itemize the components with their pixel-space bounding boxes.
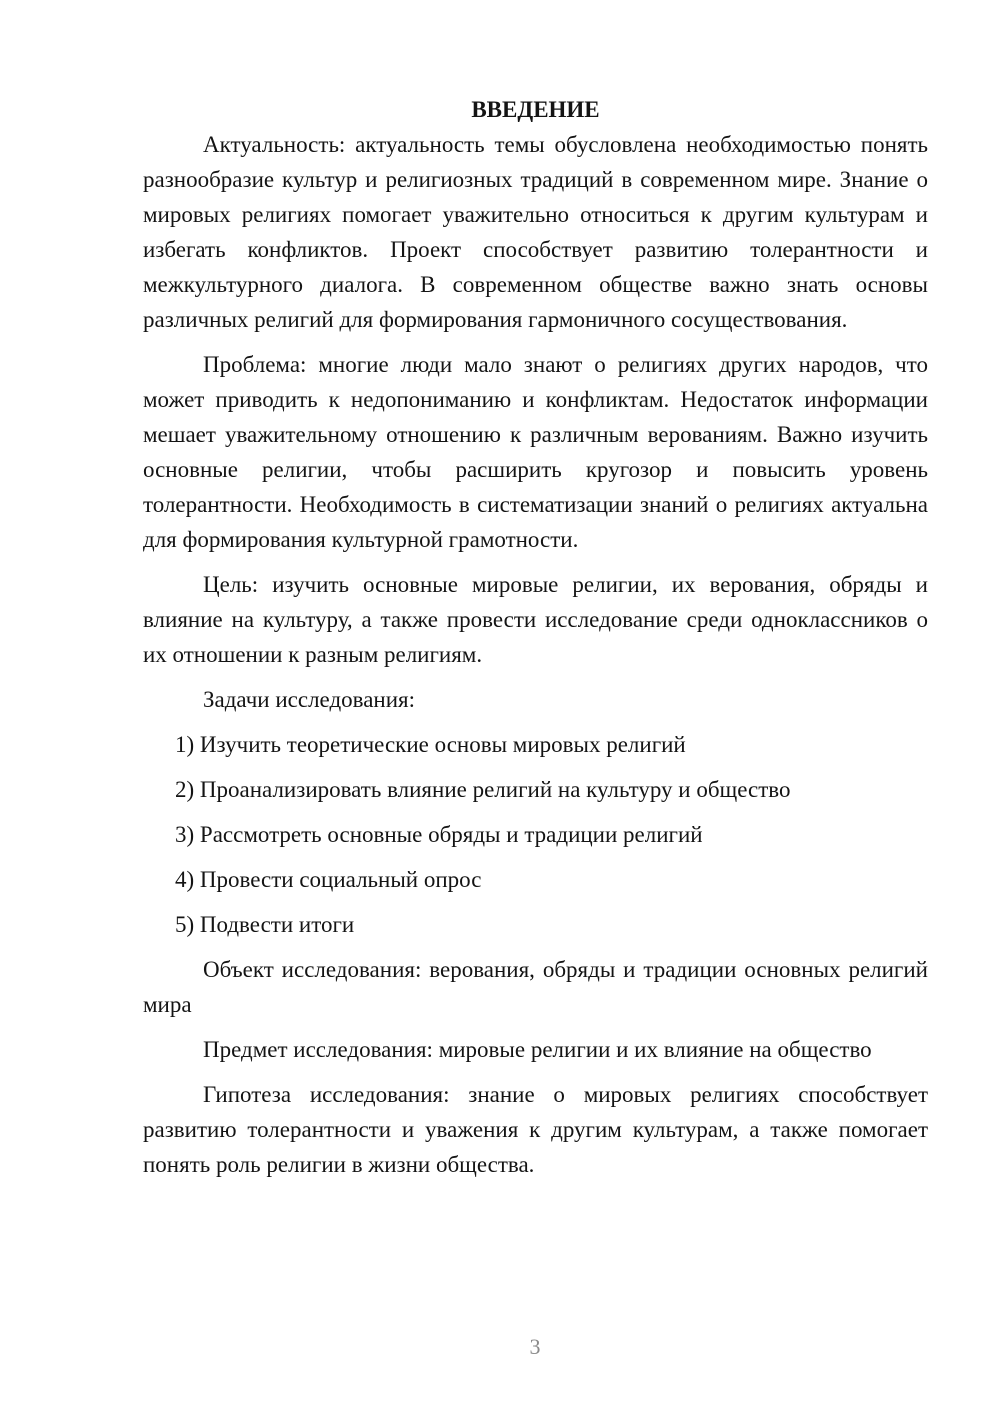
list-item: 4) Провести социальный опрос	[175, 867, 482, 892]
goal-paragraph: Цель: изучить основные мировые религии, их верования, обряды и влияние на культуру, а также провести исследование среди одноклассников о их отношении к разным религиям.	[143, 572, 928, 667]
page-content	[143, 92, 928, 1192]
relevance-paragraph: Актуальность: актуальность темы обусловлена необходимостью понять разнообразие культур и религиозных традиций в современном мире. Знание о мировых религиях помогает уважительно относиться к другим культурам и избегать конфликтов. Проект способствует развитию толерантности и межкультурного диалога. В современном обществе важно знать основы различных религий для формирования гармоничного сосуществования.	[143, 132, 928, 332]
page-title: ВВЕДЕНИЕ	[471, 97, 600, 122]
list-item: 2) Проанализировать влияние религий на культуру и общество	[175, 777, 791, 802]
task-list	[143, 727, 928, 942]
list-item: 5) Подвести итоги	[175, 912, 355, 937]
page-number: 3	[529, 1334, 541, 1359]
tasks-label: Задачи исследования:	[203, 687, 416, 712]
list-item: 3) Рассмотреть основные обряды и традиции религий	[175, 822, 703, 847]
hypothesis-paragraph: Гипотеза исследования: знание о мировых религиях способствует развитию толерантности и уважения к другим культурам, а также помогает понять роль религии в жизни общества.	[143, 1082, 928, 1177]
list-item: 1) Изучить теоретические основы мировых религий	[175, 732, 686, 757]
object-paragraph: Объект исследования: верования, обряды и традиции основных религий мира	[143, 957, 928, 1017]
problem-paragraph: Проблема: многие люди мало знают о религиях других народов, что может приводить к недопониманию и конфликтам. Недостаток информации мешает уважительному отношению к различным верованиям. Важно изучить основные религии, чтобы расширить кругозор и повысить уровень толерантности. Необходимость в систематизации знаний о религиях актуальна для формирования культурной грамотности.	[143, 352, 928, 552]
subject-paragraph: Предмет исследования: мировые религии и их влияние на общество	[203, 1037, 872, 1062]
